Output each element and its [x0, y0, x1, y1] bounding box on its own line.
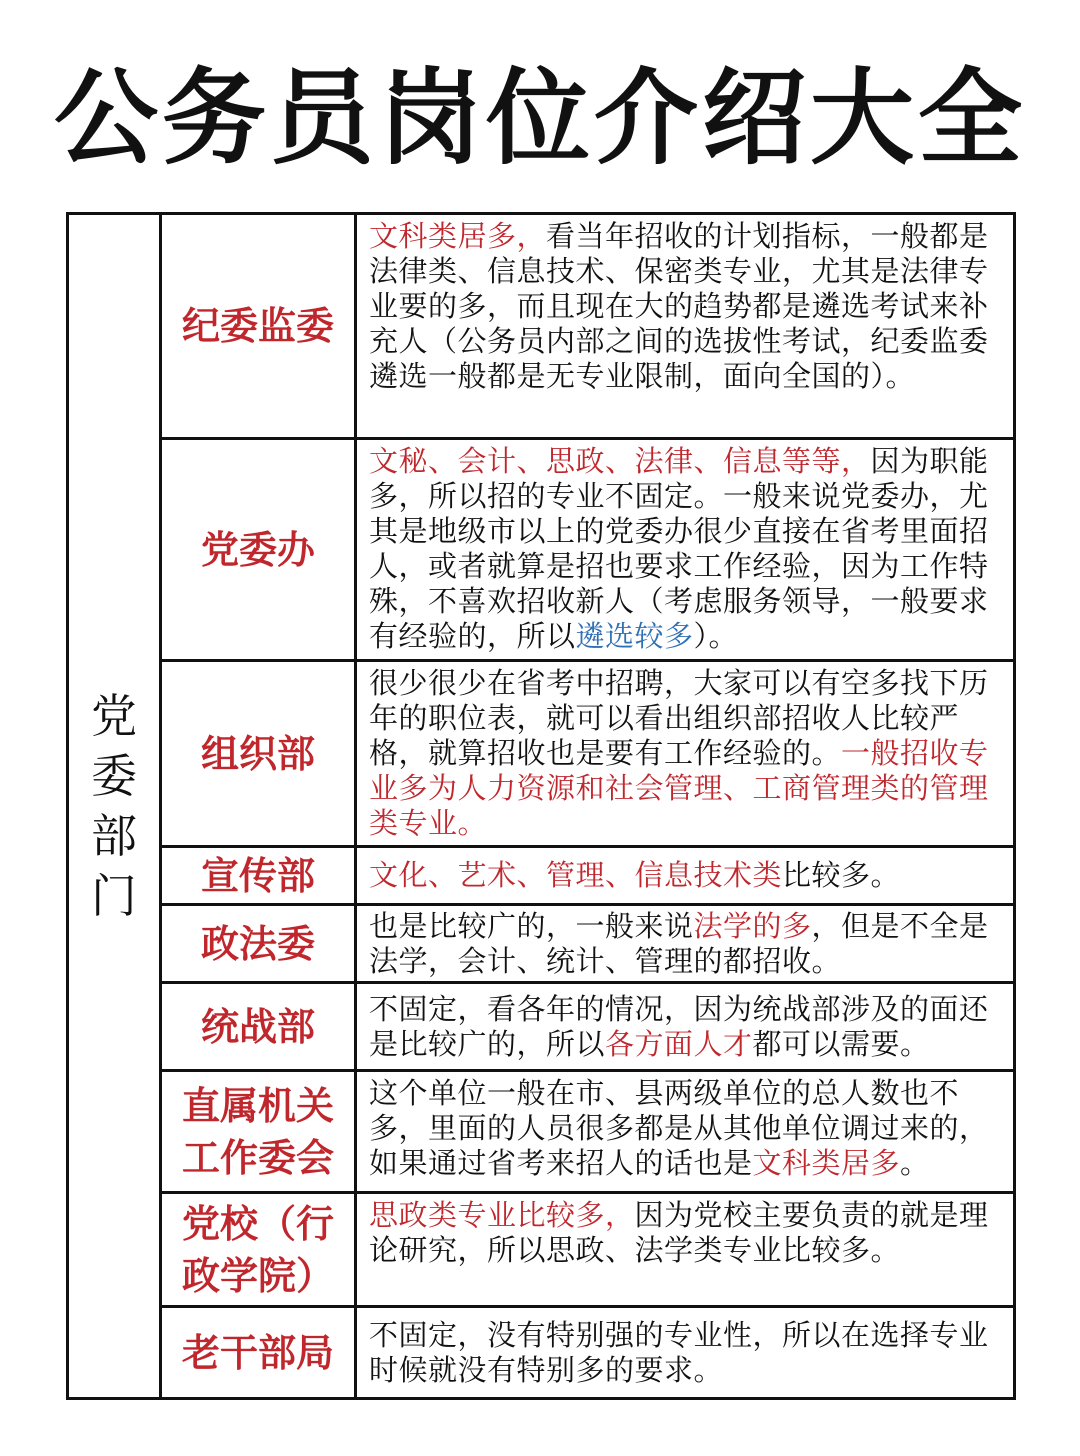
- position-name-text: 统战部: [200, 1003, 315, 1049]
- position-name: [162, 1308, 357, 1397]
- table-row: [162, 437, 1013, 659]
- table-row: [162, 1191, 1013, 1305]
- table-row: [162, 903, 1013, 981]
- position-name: [162, 984, 357, 1069]
- position-name: [162, 1072, 357, 1191]
- position-name: [162, 906, 357, 981]
- position-description: [357, 215, 1013, 437]
- position-description: [357, 440, 1013, 659]
- positions-table: [66, 212, 1016, 1400]
- description-text: 很少很少在省考中招聘，大家可以有空多找下历年的职位表，就可以看出组织部招收人比较严格，就算招收也是要有工作经验的。: [369, 666, 989, 770]
- table-row: [162, 659, 1013, 845]
- position-name-text: 党委办: [200, 526, 315, 572]
- description-text: 看当年招收的计划指标，一般都是法律类、信息技术、保密类专业，尤其是法律专业要的多，而且现在大的趋势都是遴选考试来补充人（公务员内部之间的选拔性考试，纪委监委遴选一般都是无专业限制，面向全国的）。: [369, 219, 989, 393]
- description-text: ）。: [693, 619, 739, 653]
- description-text: 不固定，没有特别强的专业性，所以在选择专业时候就没有特别多的要求。: [369, 1317, 989, 1387]
- highlight-text: 各方面人才: [605, 1026, 753, 1061]
- position-name-text: 直属机关工作委会: [181, 1082, 334, 1180]
- position-name: [162, 662, 357, 845]
- table-rows: [162, 215, 1013, 1397]
- table-row: [162, 845, 1013, 903]
- position-name: [162, 848, 357, 903]
- position-description: [357, 1072, 1013, 1191]
- position-name: [162, 440, 357, 659]
- position-description: [357, 662, 1013, 845]
- description-text: 都可以需要。: [752, 1026, 930, 1061]
- highlight-text: 遴选较多: [575, 619, 694, 653]
- highlight-text: 文化、艺术、管理、信息技术类: [369, 858, 783, 892]
- position-name-text: 纪委监委: [181, 303, 334, 348]
- highlight-text: 文科类居多，: [369, 219, 547, 253]
- highlight-text: 文科类居多: [752, 1146, 901, 1180]
- description-text: 这个单位一般在市、县两级单位的总人数也不多，里面的人员很多都是从其他单位调过来的，如果通过省考来招人的话也是: [369, 1076, 989, 1180]
- position-name: [162, 1194, 357, 1305]
- description-text: ，但是不全是法学，会计、统计、管理的都招收。: [369, 908, 989, 978]
- position-name-text: 老干部局: [181, 1329, 334, 1375]
- table-row: [162, 1305, 1013, 1397]
- position-description: [357, 1308, 1013, 1397]
- section-column: [69, 215, 162, 1397]
- position-name: [162, 215, 357, 437]
- description-text: 也是比较广的，一般来说: [369, 908, 694, 943]
- page-title: 公务员岗位介绍大全: [53, 57, 1026, 179]
- position-name-text: 宣传部: [200, 852, 315, 898]
- position-description: [357, 984, 1013, 1069]
- description-text: 因为职能多，所以招的专业不固定。一般来说党委办，尤其是地级市以上的党委办很少直接在省考里面招人，或者就算是招也要求工作经验，因为工作特殊，不喜欢招收新人（考虑服务领导，一般要求有经验的，所以: [369, 444, 989, 653]
- section-label: 党委部门: [91, 689, 137, 923]
- table-row: [162, 1069, 1013, 1191]
- position-name-text: 组织部: [200, 730, 315, 776]
- position-name-text: 政法委: [200, 920, 315, 966]
- highlight-text: 法学的多: [693, 908, 812, 943]
- description-text: 不固定，看各年的情况，因为统战部涉及的面还是比较广的，所以: [369, 991, 989, 1061]
- description-text: 。: [900, 1146, 930, 1180]
- position-name-text: 党校（行政学院）: [181, 1200, 334, 1298]
- table-row: [162, 215, 1013, 437]
- description-text: 比较多。: [782, 858, 901, 892]
- highlight-text: 文秘、会计、思政、法律、信息等等，: [369, 444, 871, 478]
- description-text: 因为党校主要负责的就是理论研究，所以思政、法学类专业比较多。: [369, 1198, 989, 1267]
- highlight-text: 一般招收专业多为人力资源和社会管理、工商管理类的管理类专业。: [369, 736, 989, 840]
- table-row: [162, 981, 1013, 1069]
- highlight-text: 思政类专业比较多，: [369, 1198, 635, 1232]
- position-description: [357, 848, 1013, 903]
- position-description: [357, 1194, 1013, 1305]
- position-description: [357, 906, 1013, 981]
